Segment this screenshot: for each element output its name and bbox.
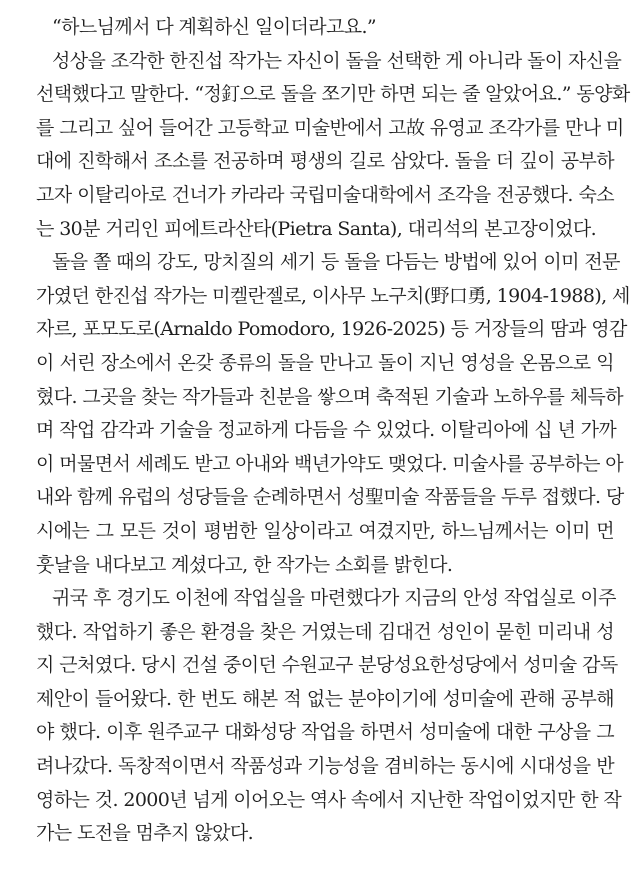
text-line: 성상을 조각한 한진섭 작가는 자신이 돌을 선택한 게 아니라 돌이 자신을: [52, 49, 622, 72]
text-line: 내와 함께 유럽의 성당들을 순례하면서 성聖미술 작품들을 두루 접했다. 당: [36, 486, 624, 509]
text-line: 려나갔다. 독창적이면서 작품성과 기능성을 겸비하는 동시에 시대성을 반: [36, 755, 614, 778]
text-line: 야 했다. 이후 원주교구 대화성당 작업을 하면서 성미술에 대한 구상을 그: [36, 721, 614, 744]
text-line: 제안이 들어왔다. 한 번도 해본 적 없는 분야이기에 성미술에 관해 공부해: [36, 687, 614, 710]
text-line: 를 그리고 싶어 들어간 고등학교 미술반에서 고故 유영교 조각가를 만나 미: [36, 116, 624, 139]
text-line: 대에 진학해서 조소를 전공하며 평생의 길로 삼았다. 돌을 더 깊이 공부하: [36, 150, 614, 173]
text-line: 이 머물면서 세례도 받고 아내와 백년가약도 맺었다. 미술사를 공부하는 아: [36, 452, 624, 475]
text-line: 선택했다고 말한다. “정釘으로 돌을 쪼기만 하면 되는 줄 알았어요.” 동양화: [36, 83, 630, 106]
text-line: “하느님께서 다 계획하신 일이더라고요.”: [52, 16, 377, 38]
paragraph-return-korea: [36, 582, 622, 851]
text-line: 혔다. 그곳을 찾는 작가들과 친분을 쌓으며 축적된 기술과 노하우를 체득하: [36, 385, 624, 408]
text-line: 가는 도전을 멈추지 않았다.: [36, 822, 254, 845]
text-line: 자르, 포모도로(Arnaldo Pomodoro, 1926-2025) 등 거장들의 땀과 영감: [36, 318, 627, 341]
text-line: 고자 이탈리아로 건너가 카라라 국립미술대학에서 조각을 전공했다. 숙소: [36, 183, 614, 206]
text-line: 지 근처였다. 당시 건설 중이던 수원교구 분당성요한성당에서 성미술 감독: [36, 654, 618, 677]
text-line: 귀국 후 경기도 이천에 작업실을 마련했다가 지금의 안성 작업실로 이주: [52, 587, 616, 610]
text-line: 훗날을 내다보고 계셨다고, 한 작가는 소회를 밝힌다.: [36, 553, 453, 576]
text-line: 가였던 한진섭 작가는 미켈란젤로, 이사무 노구치(野口勇, 1904-1988), 세: [36, 284, 630, 307]
text-line: 돌을 쫄 때의 강도, 망치질의 세기 등 돌을 다듬는 방법에 있어 이미 전문: [52, 251, 620, 274]
text-line: 며 작업 감각과 기술을 정교하게 다듬을 수 있었다. 이탈리아에 십 년 가까: [36, 419, 617, 442]
paragraph-choosing-stone: [36, 45, 630, 247]
paragraph-italy-years: [36, 246, 630, 582]
paragraph-quote: [36, 11, 614, 45]
text-line: 는 30분 거리인 피에트라산타(Pietra Santa), 대리석의 본고장이었다.: [36, 217, 597, 240]
text-line: 이 서린 장소에서 온갖 종류의 돌을 만나고 돌이 지닌 영성을 온몸으로 익: [36, 351, 614, 374]
text-line: 시에는 그 모든 것이 평범한 일상이라고 여겼지만, 하느님께서는 이미 먼: [36, 519, 614, 542]
article-body: [36, 11, 630, 851]
text-line: 했다. 작업하기 좋은 환경을 찾은 거였는데 김대건 성인이 묻힌 미리내 성: [36, 620, 614, 643]
text-line: 영하는 것. 2000년 넘게 이어오는 역사 속에서 지난한 작업이었지만 한 작: [36, 788, 622, 811]
